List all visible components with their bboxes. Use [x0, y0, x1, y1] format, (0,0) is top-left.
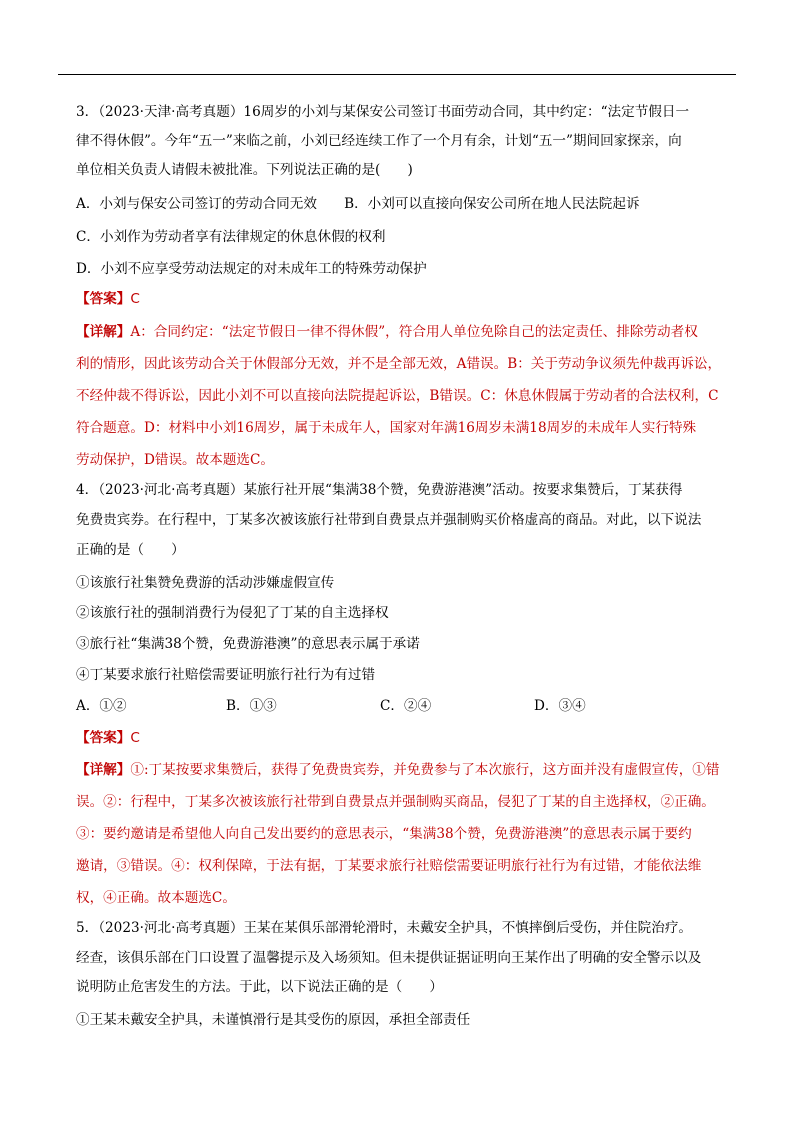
q4-item-4: ④丁某要求旅行社赔偿需要证明旅行社行为有过错: [76, 667, 376, 683]
q4-item-1: ①该旅行社集赞免费游的活动涉嫌虚假宣传: [76, 575, 335, 591]
q5-stem-line-1: 5．（2023·河北·高考真题）王某在某俱乐部滑轮滑时，未戴安全护具，不慎摔倒后受伤，并住院治疗。: [76, 920, 693, 936]
q4-choice-d: D．③④: [534, 698, 586, 714]
q3-stem-line-1: 3．（2023·天津·高考真题）16周岁的小刘与某保安公司签订书面劳动合同，其中约定：“法定节假日一: [76, 104, 690, 120]
detail-tag: 【详解】: [76, 324, 131, 340]
q3-option-d: D．小刘不应享受劳动法规定的对未成年工的特殊劳动保护: [76, 261, 427, 277]
q3-answer: [76, 289, 140, 309]
q3-stem-line-3: 单位相关负责人请假未被批准。下列说法正确的是( ): [76, 162, 413, 178]
q4-item-2: ②该旅行社的强制消费行为侵犯了丁某的自主选择权: [76, 605, 389, 621]
q4-stem-line-1: 4．（2023·河北·高考真题）某旅行社开展“集满38个赞，免费游港澳”活动。按要求集赞后，丁某获得: [76, 482, 683, 498]
q4-choice-c: C．②④: [380, 698, 432, 714]
answer-tag: 【答案】: [76, 730, 131, 746]
q3-detail-line-1: [76, 322, 698, 342]
answer-tag: 【答案】: [76, 291, 131, 307]
q5-stem-line-2: 经查，该俱乐部在门口设置了温馨提示及入场须知。但未提供证据证明向王某作出了明确的安全警示以及: [76, 950, 702, 966]
detail-text: A：合同约定：“法定节假日一律不得休假”，符合用人单位免除自己的法定责任、排除劳动者权: [130, 324, 698, 340]
q3-detail-line-3: 不经仲裁不得诉讼，因此小刘不可以直接向法院提起诉讼，B错误。C：休息休假属于劳动者的合法权利，C: [76, 388, 719, 404]
header-rule: [58, 74, 736, 75]
q4-detail-line-2: 误。②：行程中，丁某多次被该旅行社带到自费景点并强制购买商品，侵犯了丁某的自主选择权，②正确。: [76, 794, 715, 810]
q4-detail-line-5: 权，④正确。故本题选C。: [76, 890, 236, 906]
q4-stem-line-2: 免费贵宾券。在行程中，丁某多次被该旅行社带到自费景点并强制购买价格虚高的商品。对此，以下说法: [76, 512, 702, 528]
q4-answer: [76, 728, 140, 748]
q4-choice-a: A．①②: [76, 698, 127, 714]
q3-detail-line-5: 劳动保护，D错误。故本题选C。: [76, 452, 275, 468]
q4-detail-line-4: 邀请，③错误。④：权利保障，于法有据，丁某要求旅行社赔偿需要证明旅行社行为有过错，才能依法维: [76, 858, 702, 874]
q4-stem-line-3: 正确的是（ ）: [76, 542, 185, 558]
answer-value: C: [130, 730, 140, 746]
answer-value: C: [130, 291, 140, 307]
q3-option-c: C．小刘作为劳动者享有法律规定的休息休假的权利: [76, 229, 386, 245]
q4-detail-line-3: ③：要约邀请是希望他人向自己发出要约的意思表示，“集满38个赞，免费游港澳”的意思表示属于要约: [76, 826, 692, 842]
q3-detail-line-2: 利的情形，因此该劳动合关于休假部分无效，并不是全部无效，A错误。B：关于劳动争议须先仲裁再诉讼，: [76, 356, 722, 372]
detail-text: ①:丁某按要求集赞后，获得了免费贵宾券，并免费参与了本次旅行，这方面并没有虚假宣传，①错: [130, 762, 720, 778]
q3-detail-line-4: 符合题意。D：材料中小刘16周岁，属于未成年人，国家对年满16周岁未满18周岁的未成年人实行特殊: [76, 420, 697, 436]
q5-item-1: ①王某未戴安全护具，未谨慎滑行是其受伤的原因，承担全部责任: [76, 1012, 471, 1028]
q4-detail-line-1: [76, 760, 719, 780]
q5-stem-line-3: 说明防止危害发生的方法。于此，以下说法正确的是（ ）: [76, 979, 444, 995]
q3-stem-line-2: 律不得休假”。今年“五一”来临之前，小刘已经连续工作了一个月有余，计划“五一”期间回家探亲，向: [76, 133, 682, 149]
detail-tag: 【详解】: [76, 762, 131, 778]
q4-choice-b: B．①③: [226, 698, 277, 714]
q4-item-3: ③旅行社“集满38个赞，免费游港澳”的意思表示属于承诺: [76, 636, 420, 652]
q3-option-ab: A．小刘与保安公司签订的劳动合同无效 B．小刘可以直接向保安公司所在地人民法院起诉: [76, 196, 640, 212]
